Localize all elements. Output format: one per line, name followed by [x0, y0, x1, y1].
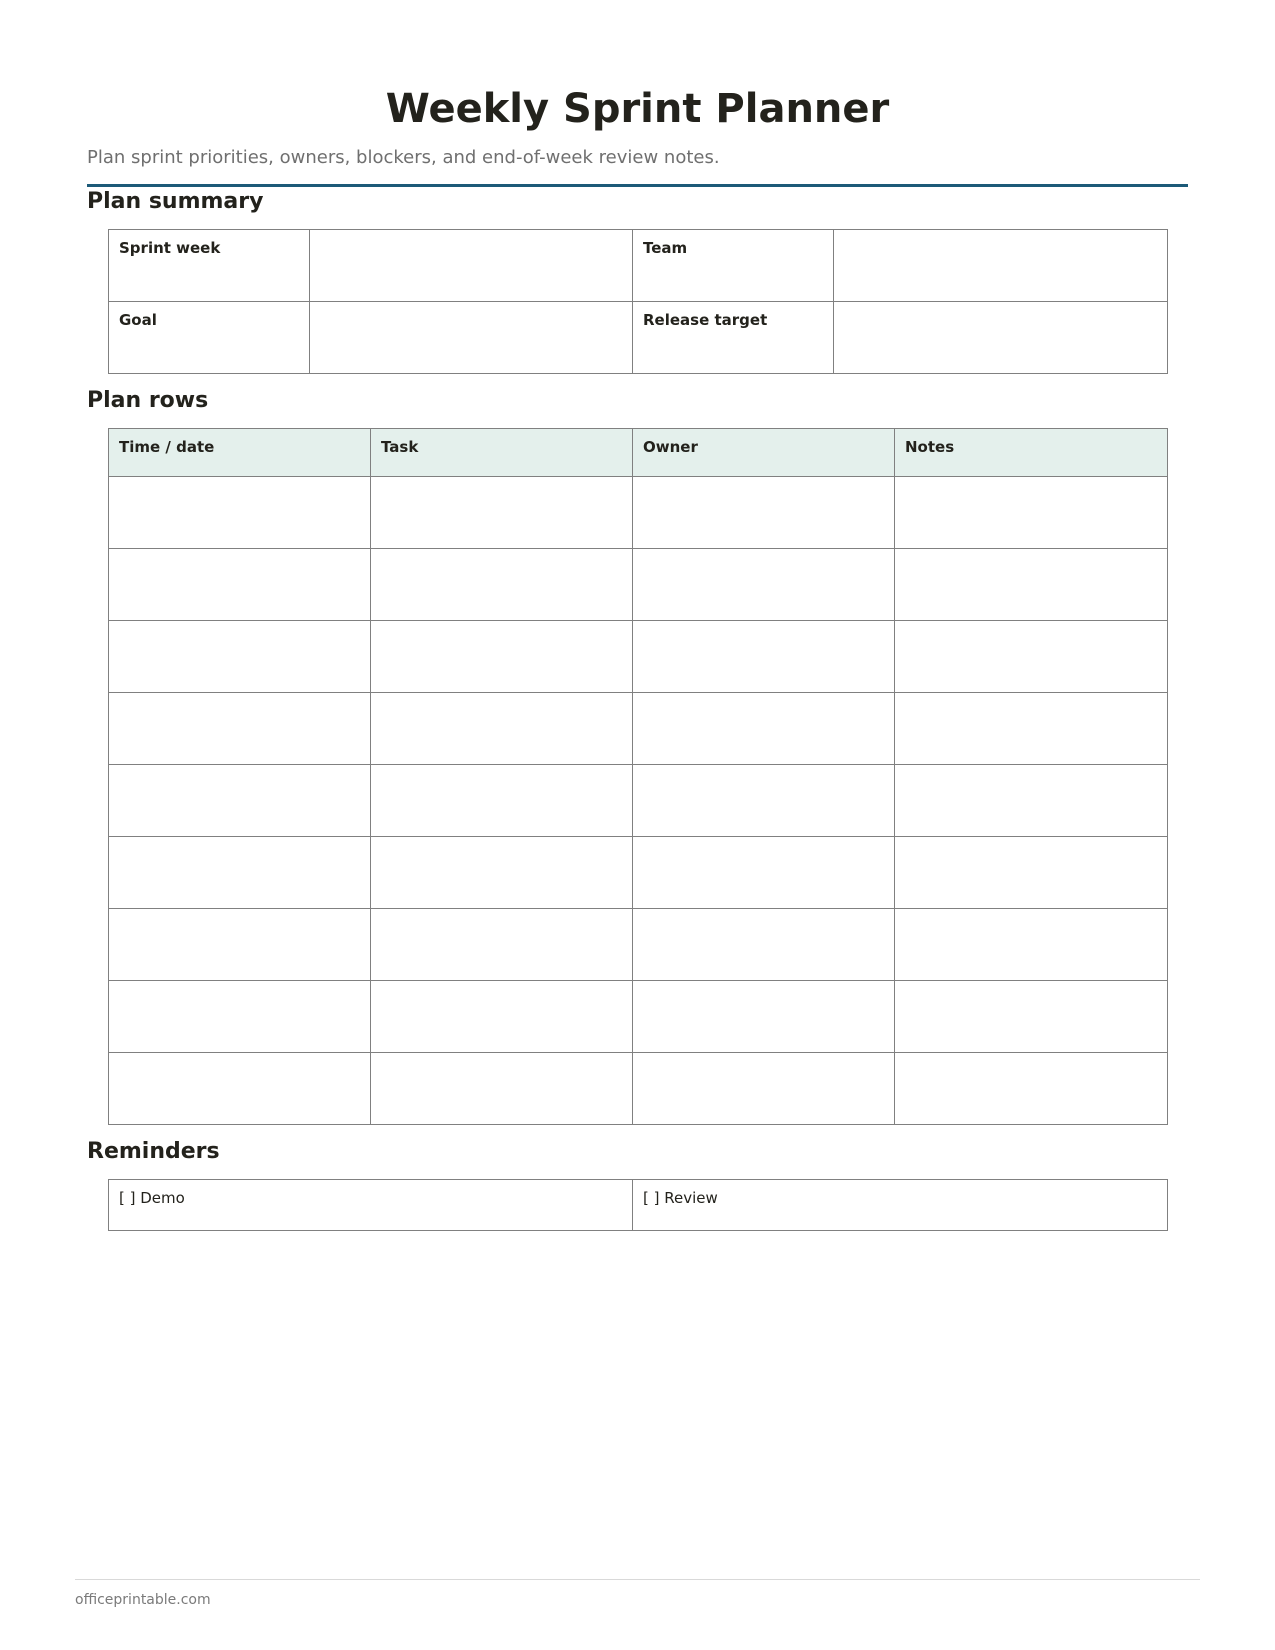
cell-notes[interactable] — [895, 765, 1168, 837]
reminders-table — [108, 1179, 1168, 1231]
table-row — [109, 621, 1168, 693]
page-subtitle: Plan sprint priorities, owners, blockers, and end-of-week review notes. — [87, 147, 720, 168]
cell-owner[interactable] — [633, 765, 895, 837]
reminder-item-review[interactable]: [ ] Review — [633, 1180, 1168, 1231]
table-row — [109, 549, 1168, 621]
cell-task[interactable] — [371, 1053, 633, 1125]
cell-task[interactable] — [371, 549, 633, 621]
cell-owner[interactable] — [633, 909, 895, 981]
summary-field-release-target[interactable] — [834, 302, 1168, 374]
reminders-heading: Reminders — [87, 1139, 220, 1164]
summary-row — [109, 302, 1168, 374]
cell-time-date[interactable] — [109, 693, 371, 765]
table-row — [109, 909, 1168, 981]
page-title: Weekly Sprint Planner — [385, 86, 890, 132]
footer-divider — [75, 1579, 1200, 1580]
summary-label-release-target: Release target — [633, 302, 834, 374]
cell-task[interactable] — [371, 765, 633, 837]
table-row — [109, 477, 1168, 549]
table-row — [109, 837, 1168, 909]
cell-notes[interactable] — [895, 909, 1168, 981]
column-header-time-date: Time / date — [109, 429, 371, 477]
cell-time-date[interactable] — [109, 621, 371, 693]
cell-owner[interactable] — [633, 981, 895, 1053]
cell-owner[interactable] — [633, 621, 895, 693]
cell-task[interactable] — [371, 909, 633, 981]
cell-time-date[interactable] — [109, 477, 371, 549]
plan-rows-table — [108, 428, 1168, 1125]
reminders-row — [109, 1180, 1168, 1231]
reminder-item-demo[interactable]: [ ] Demo — [109, 1180, 633, 1231]
title-divider — [87, 184, 1188, 187]
cell-notes[interactable] — [895, 1053, 1168, 1125]
footer-site-name: officeprintable.com — [75, 1592, 211, 1608]
summary-label-goal: Goal — [109, 302, 310, 374]
plan-summary-heading: Plan summary — [87, 189, 264, 214]
cell-owner[interactable] — [633, 693, 895, 765]
cell-time-date[interactable] — [109, 837, 371, 909]
cell-notes[interactable] — [895, 837, 1168, 909]
cell-task[interactable] — [371, 693, 633, 765]
cell-time-date[interactable] — [109, 909, 371, 981]
cell-owner[interactable] — [633, 837, 895, 909]
cell-notes[interactable] — [895, 549, 1168, 621]
cell-task[interactable] — [371, 477, 633, 549]
column-header-owner: Owner — [633, 429, 895, 477]
cell-time-date[interactable] — [109, 549, 371, 621]
cell-time-date[interactable] — [109, 765, 371, 837]
column-header-notes: Notes — [895, 429, 1168, 477]
cell-time-date[interactable] — [109, 981, 371, 1053]
cell-owner[interactable] — [633, 477, 895, 549]
cell-notes[interactable] — [895, 981, 1168, 1053]
summary-row — [109, 230, 1168, 302]
table-row — [109, 765, 1168, 837]
cell-notes[interactable] — [895, 693, 1168, 765]
cell-notes[interactable] — [895, 621, 1168, 693]
table-row — [109, 981, 1168, 1053]
cell-owner[interactable] — [633, 549, 895, 621]
summary-label-team: Team — [633, 230, 834, 302]
cell-time-date[interactable] — [109, 1053, 371, 1125]
summary-field-team[interactable] — [834, 230, 1168, 302]
table-row — [109, 1053, 1168, 1125]
summary-label-sprint-week: Sprint week — [109, 230, 310, 302]
cell-task[interactable] — [371, 621, 633, 693]
cell-task[interactable] — [371, 837, 633, 909]
summary-field-sprint-week[interactable] — [310, 230, 633, 302]
summary-field-goal[interactable] — [310, 302, 633, 374]
cell-owner[interactable] — [633, 1053, 895, 1125]
plan-rows-header-row — [109, 429, 1168, 477]
plan-rows-heading: Plan rows — [87, 388, 209, 413]
cell-notes[interactable] — [895, 477, 1168, 549]
table-row — [109, 693, 1168, 765]
plan-summary-table — [108, 229, 1168, 374]
cell-task[interactable] — [371, 981, 633, 1053]
column-header-task: Task — [371, 429, 633, 477]
